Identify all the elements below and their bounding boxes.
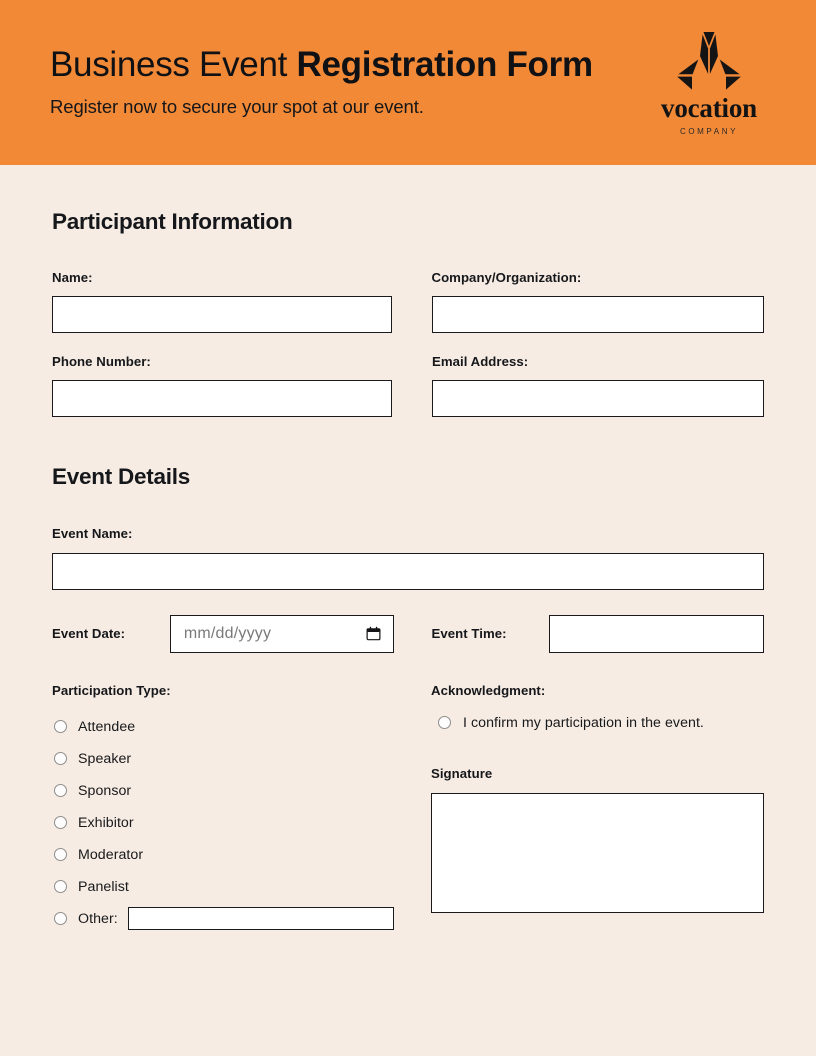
participation-type-label: Participation Type: <box>52 682 171 698</box>
logo-wordmark: vocation <box>661 92 757 123</box>
event-date-field-wrapper <box>170 615 395 653</box>
page-title-light: Business Event <box>50 44 297 84</box>
event-date-input[interactable] <box>170 615 395 653</box>
radio-option-speaker[interactable] <box>52 743 431 775</box>
vocation-m-monogram-icon <box>665 30 753 92</box>
event-date-placeholder: mm/dd/yyyy <box>183 624 272 642</box>
name-input[interactable] <box>52 296 392 333</box>
participation-acknowledgment-row <box>52 684 764 935</box>
radio-circle-icon[interactable] <box>54 720 67 733</box>
form-body <box>0 165 816 935</box>
signature-label: Signature <box>431 765 493 781</box>
acknowledgment-label: Acknowledgment: <box>431 682 546 698</box>
radio-option-sponsor[interactable] <box>52 775 431 807</box>
radio-circle-icon[interactable] <box>54 848 67 861</box>
radio-option-other[interactable] <box>52 903 431 935</box>
radio-circle-icon[interactable] <box>54 752 67 765</box>
company-label: Company/Organization: <box>431 270 582 285</box>
radio-circle-icon[interactable] <box>438 716 451 729</box>
phone-input[interactable] <box>52 380 392 417</box>
participation-type-options <box>52 711 431 935</box>
event-name-label: Event Name: <box>52 526 133 542</box>
radio-circle-icon[interactable] <box>54 880 67 893</box>
email-input[interactable] <box>432 380 765 417</box>
event-time-label: Event Time: <box>431 626 507 641</box>
event-time-input[interactable] <box>549 615 764 653</box>
radio-option-moderator[interactable] <box>52 839 431 871</box>
phone-label: Phone Number: <box>52 354 151 370</box>
page-header <box>0 0 816 165</box>
acknowledgment-block <box>431 684 764 935</box>
date-time-row <box>52 615 764 653</box>
participant-information-section <box>52 165 764 417</box>
participant-row-2-labels <box>52 355 764 368</box>
radio-option-attendee[interactable] <box>52 711 431 743</box>
header-text-block <box>0 44 649 119</box>
event-details-section <box>52 417 764 652</box>
page-subtitle: Register now to secure your spot at our event. <box>50 96 424 118</box>
calendar-icon[interactable] <box>366 626 381 641</box>
radio-label: Speaker <box>78 750 132 767</box>
radio-label-other: Other: <box>78 910 118 927</box>
name-label: Name: <box>52 270 93 285</box>
radio-label: Attendee <box>78 718 136 735</box>
page-title <box>50 44 649 84</box>
email-label: Email Address: <box>431 354 529 370</box>
radio-label: Moderator <box>78 846 144 863</box>
radio-circle-icon[interactable] <box>54 816 67 829</box>
signature-canvas[interactable] <box>431 793 764 913</box>
acknowledgment-confirm-label: I confirm my participation in the event. <box>463 714 704 731</box>
radio-label: Sponsor <box>78 782 132 799</box>
participation-type-block <box>52 684 431 935</box>
page-title-bold: Registration Form <box>296 44 593 84</box>
event-name-input[interactable] <box>52 553 764 590</box>
logo-tagline: COMPANY <box>679 126 739 136</box>
radio-circle-icon[interactable] <box>54 912 67 925</box>
radio-circle-icon[interactable] <box>54 784 67 797</box>
radio-option-exhibitor[interactable] <box>52 807 431 839</box>
participant-row-1-labels <box>52 271 764 284</box>
participant-row-2-inputs <box>52 380 764 417</box>
event-date-label: Event Date: <box>52 626 126 641</box>
participant-fields-grid <box>52 271 764 417</box>
radio-label: Panelist <box>78 878 129 895</box>
company-logo <box>649 30 769 136</box>
radio-option-panelist[interactable] <box>52 871 431 903</box>
event-section-title: Event Details <box>52 464 191 490</box>
radio-label: Exhibitor <box>78 814 134 831</box>
other-participation-input[interactable] <box>128 907 394 930</box>
participant-section-title: Participant Information <box>52 209 293 234</box>
participant-row-1-inputs <box>52 296 764 333</box>
acknowledgment-confirm-option[interactable] <box>431 715 764 731</box>
company-input[interactable] <box>432 296 765 333</box>
